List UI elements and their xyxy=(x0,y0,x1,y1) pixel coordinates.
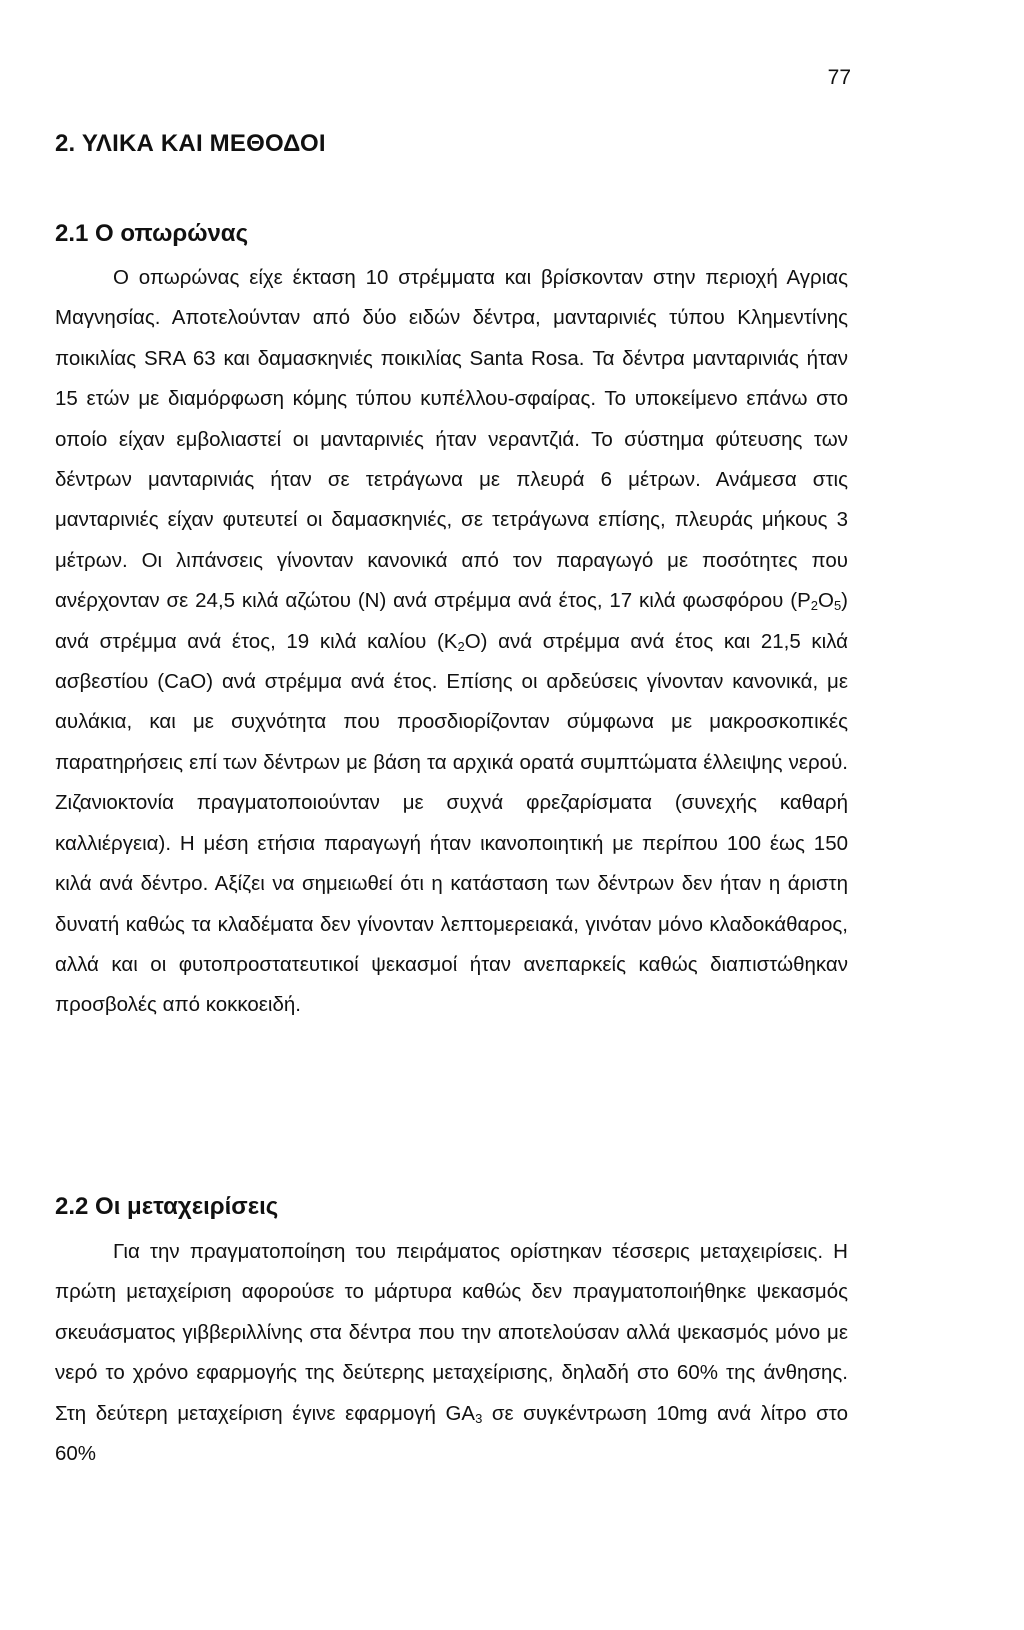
section-title-2-1: 2.1 Ο οπωρώνας xyxy=(55,220,249,247)
paragraph-text: σε συγκέντρωση 10mg ανά λίτρο στο 60% xyxy=(55,1401,848,1466)
section-2-1-paragraph xyxy=(55,258,848,1026)
section-2-2-paragraph xyxy=(55,1232,848,1474)
chapter-title: 2. ΥΛΙΚΑ ΚΑΙ ΜΕΘΟΔΟΙ xyxy=(55,130,326,157)
page-number: 77 xyxy=(827,66,851,89)
paragraph-text: O) ανά στρέμμα ανά έτος και 21,5 κιλά ασβεστίου (CaO) ανά στρέμμα ανά έτος. Επίσης οι αρδεύσεις γίνονταν κανονικά, με αυλάκια, και με συχνότητα που προσδιορίζονταν σύμφωνα με μακροσκοπικές παρατηρήσεις επί των δέντρων με βάση τα αρχικά ορατά συμπτώματα έλλειψης νερού. Ζιζανιοκτονία πραγματοποιούνταν με συχνά φρεζαρίσματα (συνεχής καθαρή καλλιέργεια). Η μέση ετήσια παραγωγή ήταν ικανοποιητική με περίπου 100 έως 150 κιλά ανά δέντρο. Αξίζει να σημειωθεί ότι η κατάσταση των δέντρων δεν ήταν η άριστη δυνατή καθώς τα κλαδέματα δεν γίνονταν λεπτομερειακά, γινόταν μόνο κλαδοκάθαρος, αλλά και οι φυτοπροστατευτικοί ψεκασμοί ήταν ανεπαρκείς καθώς διαπιστώθηκαν προσβολές από κοκκοειδή. xyxy=(55,629,849,1017)
paragraph-text: ) ανά στρέμμα ανά έτος, 19 κιλά καλίου (K xyxy=(55,589,848,653)
paragraph-text: O xyxy=(817,589,834,613)
section-title-2-2: 2.2 Οι μεταχειρίσεις xyxy=(55,1193,279,1220)
subscript: 2 xyxy=(457,638,465,654)
paragraph-text: Ο οπωρώνας είχε έκταση 10 στρέμματα και βρίσκονταν στην περιοχή Αγριας Μαγνησίας. Αποτελούνταν από δύο ειδών δέντρα, μανταρινιές τύπου Κλημεντίνης ποικιλίας SRA 63 και δαμασκηνιές ποικιλίας Santa Rosa. Τα δέντρα μανταρινιάς ήταν 15 ετών με διαμόρφωση κόμης τύπου κυπέλλου-σφαίρας. Το υποκείμενο επάνω στο οποίο είχαν εμβολιαστεί οι μανταρινιές ήταν νεραντζιά. Το σύστημα φύτευσης των δέντρων μανταρινιάς ήταν σε τετράγωνα με πλευρά 6 μέτρων. Ανάμεσα στις μανταρινιές είχαν φυτευτεί οι δαμασκηνιές, σε τετράγωνα επίσης, πλευράς μήκους 3 μέτρων. Οι λιπάνσεις γίνονταν κανονικά από τον παραγωγό με ποσότητες που ανέρχονταν σε 24,5 κιλά αζώτου (N) ανά στρέμμα ανά έτος, 17 κιλά φωσφόρου (P xyxy=(55,266,848,613)
subscript: 3 xyxy=(475,1410,483,1426)
paragraph-text: Για την πραγματοποίηση του πειράματος ορίστηκαν τέσσερις μεταχειρίσεις. Η πρώτη μεταχείριση αφορούσε το μάρτυρα καθώς δεν πραγματοποιήθηκε ψεκασμός σκευάσματος γιββεριλλίνης στα δέντρα που την αποτελούσαν αλλά ψεκασμός μόνο με νερό το χρόνο εφαρμογής της δεύτερης μεταχείρισης, δηλαδή στο 60% της άνθησης. Στη δεύτερη μεταχείριση έγινε εφαρμογή GA xyxy=(55,1240,848,1425)
subscript: 2 xyxy=(810,598,818,614)
subscript: 5 xyxy=(833,598,842,614)
